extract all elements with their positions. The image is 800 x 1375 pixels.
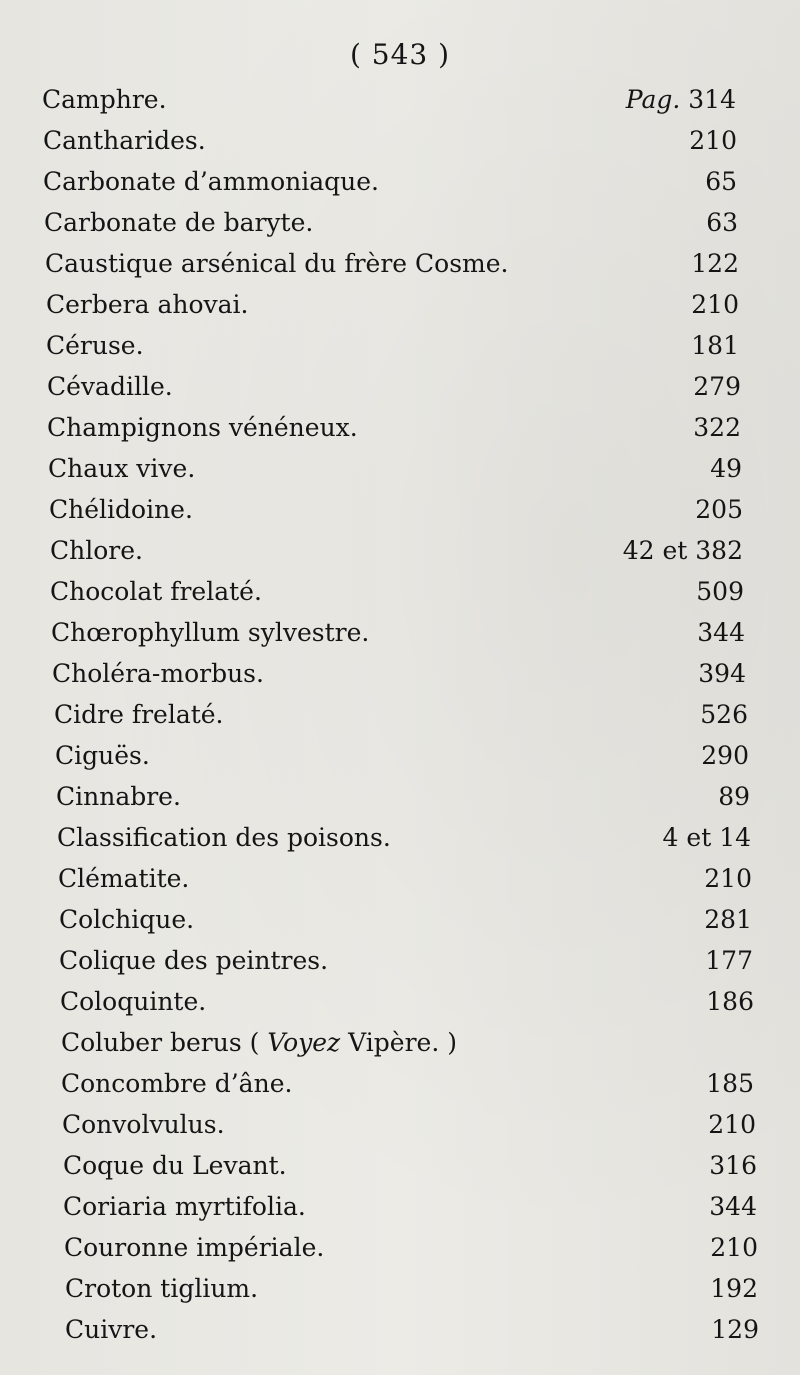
entry-label: Carbonate d’ammoniaque. [43,167,379,196]
index-entry [56,777,750,817]
index-entry [58,859,752,899]
entry-page: 344 [697,618,745,647]
entry-page: 210 [710,1233,758,1262]
entry-label: Camphre. [42,85,167,114]
index-entry [57,818,751,858]
index-entry [47,408,741,448]
index-entry [42,80,736,120]
entry-label: Céruse. [46,331,144,360]
index-entry [59,941,753,981]
index-entry [59,900,752,940]
index-entry [64,1228,758,1268]
entry-label: Carbonate de baryte. [44,208,314,237]
index-entry [61,1064,754,1104]
page-number: ( 543 ) [349,38,451,71]
entry-label: Cévadille. [47,372,173,401]
index-entry [50,572,744,612]
index-entry [63,1187,757,1227]
entry-page: 63 [706,208,738,237]
entry-page: 129 [711,1315,759,1344]
entry-label: Coloquinte. [60,987,207,1016]
entry-page: 122 [691,249,739,278]
entry-page: 4 et 14 [662,823,751,852]
entry-label: Coriaria myrtifolia. [63,1192,306,1221]
entry-page: 509 [696,577,744,606]
index-entry [61,1023,755,1063]
index-entry [62,1105,756,1145]
entry-label: Cinnabre. [56,782,181,811]
entry-label: Ciguës. [55,741,150,770]
entry-page: 177 [705,946,753,975]
entry-label: Croton tiglium. [65,1274,259,1303]
index-entry [65,1269,758,1309]
entry-label: Cantharides. [43,126,206,155]
page-abbreviation: Pag. [625,85,681,114]
entry-page: 42 et 382 [622,536,743,565]
entry-label: Cidre frelaté. [54,700,224,729]
entry-page: 49 [710,454,742,483]
entry-label: Colique des peintres. [59,946,329,975]
entry-page: 210 [689,126,737,155]
entry-label: Couronne impériale. [64,1233,325,1262]
entry-page: 181 [691,331,739,360]
index-entry [50,531,743,571]
entry-label: Chocolat frelaté. [50,577,262,606]
entry-label: Champignons vénéneux. [47,413,358,442]
entry-page: 185 [706,1069,754,1098]
index-entry [48,449,742,489]
entry-page: 526 [700,700,748,729]
index-entry [60,982,754,1022]
entry-page: 281 [704,905,752,934]
entry-label: Chlore. [50,536,143,565]
index-entry [63,1146,757,1186]
entry-label: Coque du Levant. [63,1151,287,1180]
entry-page: 322 [693,413,741,442]
entry-page: 316 [709,1151,757,1180]
entry-page: 186 [706,987,754,1016]
entry-label: Choléra-morbus. [52,659,264,688]
entry-page-number: 314 [688,85,736,114]
index-entry [65,1310,759,1350]
entry-label: Clématite. [58,864,190,893]
entry-label: Chaux vive. [48,454,196,483]
entry-label [61,1023,457,1063]
entry-label: Concombre d’âne. [61,1069,293,1098]
index-entry [46,326,739,366]
entry-label: Convolvulus. [62,1110,225,1139]
entry-page: 394 [698,659,746,688]
index-entry [52,654,746,694]
index-entry [55,736,749,776]
entry-label: Chœrophyllum sylvestre. [51,618,370,647]
index-entry [49,490,743,530]
entry-label-see-also: Voyez [267,1028,341,1057]
entry-label: Cuivre. [65,1315,158,1344]
entry-label: Chélidoine. [49,495,193,524]
index-entry [46,285,739,325]
entry-page: 210 [691,290,739,319]
entry-page: 344 [709,1192,757,1221]
entry-label: Caustique arsénical du frère Cosme. [45,249,509,278]
entry-page: 279 [693,372,741,401]
entry-label-end: Vipère. ) [340,1028,457,1057]
entry-page: 290 [701,741,749,770]
entry-label: Colchique. [59,905,195,934]
index-entry [43,121,737,161]
entry-page: 192 [710,1274,758,1303]
entry-page: 205 [695,495,743,524]
entry-label: Cerbera ahovai. [46,290,249,319]
entry-page: 65 [705,167,737,196]
entry-page [626,80,736,120]
index-entry [43,162,737,202]
index-entry [44,203,738,243]
entry-label-start: Coluber berus ( [61,1028,268,1057]
entry-label: Classification des poisons. [57,823,391,852]
entry-page: 210 [708,1110,756,1139]
index-entry [54,695,748,735]
index-entry [51,613,745,653]
entry-page: 210 [704,864,752,893]
index-entry [47,367,741,407]
index-entry [45,244,739,284]
entry-page: 89 [718,782,750,811]
